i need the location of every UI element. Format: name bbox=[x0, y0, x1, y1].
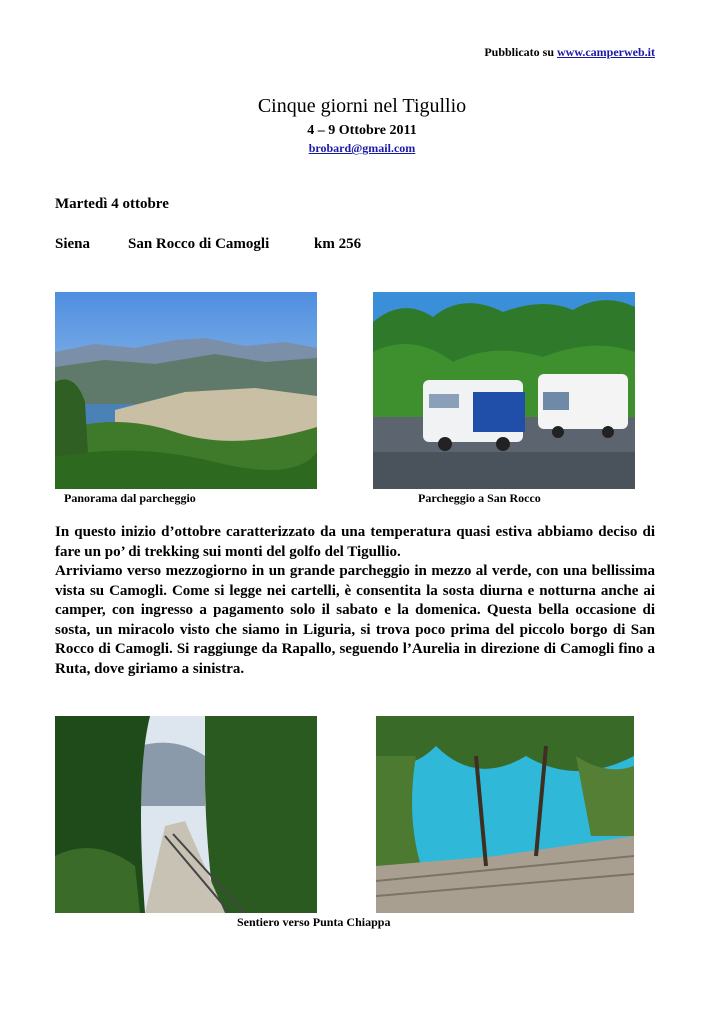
caption-panorama: Panorama dal parcheggio bbox=[64, 491, 196, 505]
route-from: Siena bbox=[55, 236, 91, 252]
route-distance: km 256 bbox=[314, 236, 362, 252]
author-email-wrap bbox=[0, 141, 724, 156]
caption-trail: Sentiero verso Punta Chiappa bbox=[237, 915, 391, 929]
body-paragraph bbox=[55, 523, 655, 679]
published-prefix: Pubblicato su bbox=[484, 45, 558, 59]
caption-parking: Parcheggio a San Rocco bbox=[418, 491, 541, 505]
day-heading: Martedì 4 ottobre bbox=[55, 196, 169, 212]
trip-dates: 4 – 9 Ottobre 2011 bbox=[307, 123, 417, 138]
page-title: Cinque giorni nel Tigullio bbox=[257, 95, 467, 117]
route-to: San Rocco di Camogli bbox=[128, 236, 270, 252]
paragraph-line-1: In questo inizio d’ottobre caratterizzato da una temperatura quasi estiva abbiamo deciso di fare un po’ di trekking sui monti del golfo del Tigullio. bbox=[55, 524, 655, 560]
panorama-photo bbox=[55, 292, 317, 489]
parking-campers-photo bbox=[373, 292, 635, 489]
author-email-link[interactable]: brobard@gmail.com bbox=[308, 141, 416, 155]
sea-stairs-photo bbox=[376, 716, 634, 913]
camperweb-link[interactable]: www.camperweb.it bbox=[557, 45, 655, 59]
paragraph-line-2: Arriviamo verso mezzogiorno in un grande parcheggio in mezzo al verde, con una bellissima vista su Camogli. Come si legge nei cartelli, è consentita la sosta diurna e notturna anche ai camper, con ingresso a pagamento solo il sabato e la domenica. Questa bella occasione di sosta, un miracolo visto che siamo in Liguria, si trova poco prima del piccolo borgo di San Rocco di Camogli. Si raggiunge da Rapallo, seguendo l’Aurelia in direzione di Camogli fino a Ruta, dove giriamo a sinistra. bbox=[55, 563, 655, 677]
trail-path-photo bbox=[55, 716, 317, 913]
published-on-header bbox=[484, 45, 655, 60]
